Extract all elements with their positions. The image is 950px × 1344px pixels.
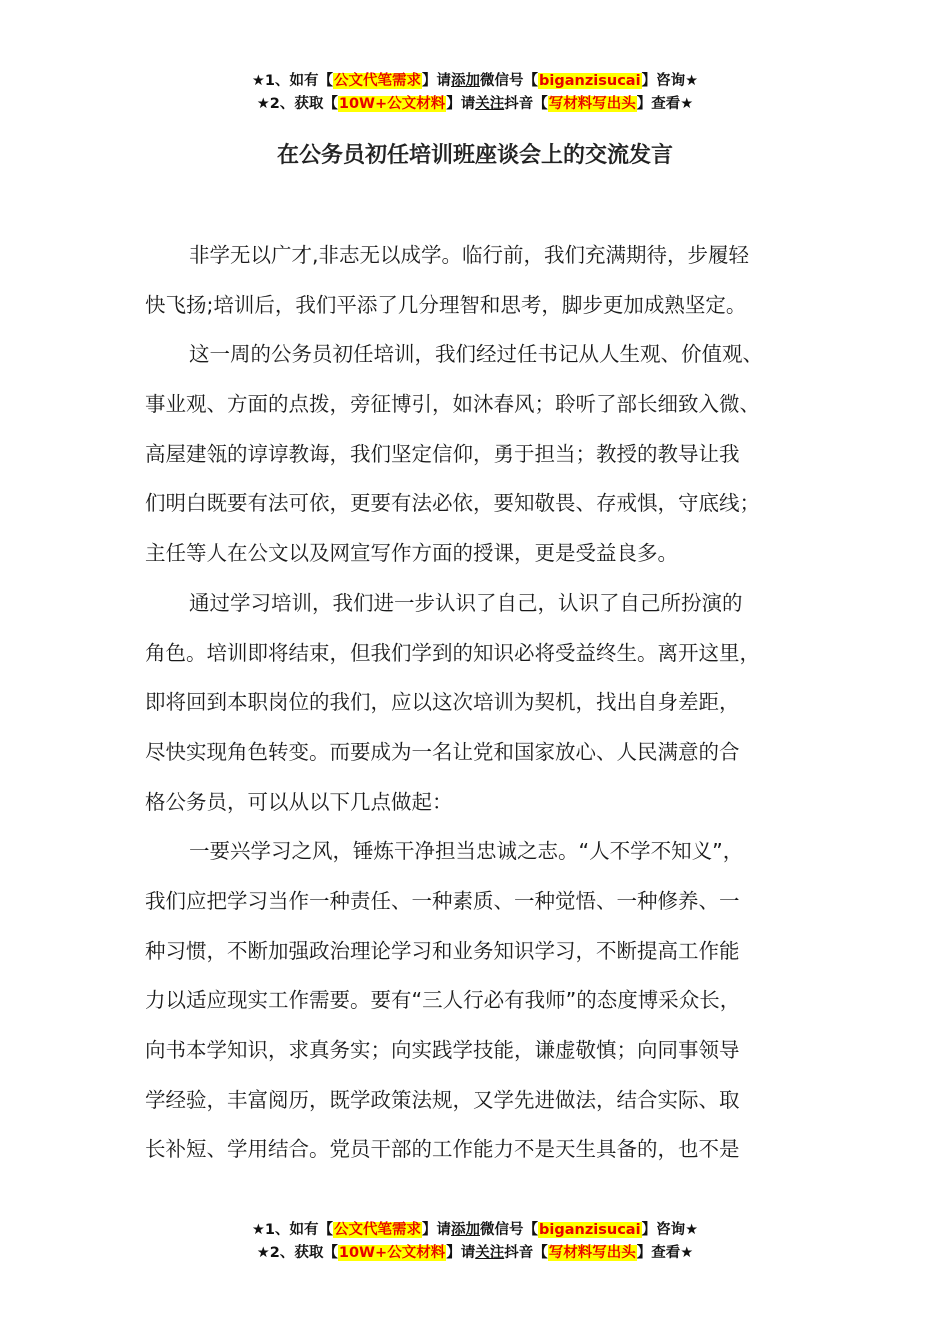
header-banner — [0, 70, 950, 116]
banner-text: ★2、获取【 — [256, 96, 338, 112]
banner-line-2 — [0, 1242, 950, 1265]
text-line: 非学无以广才,非志无以成学。临行前，我们充满期待，步履轻 — [189, 243, 750, 267]
banner-highlight: 写材料写出头 — [548, 96, 636, 112]
text-line: 力以适应现实工作需要。要有“三人行必有我师”的态度博采众长， — [145, 988, 741, 1013]
text-line: 们明白既要有法可依，更要有法必依，要知敬畏、存戒惧，守底线； — [145, 491, 760, 516]
banner-text: 微信号【 — [480, 1222, 539, 1238]
banner-highlight: biganzisucai — [539, 1222, 641, 1238]
text-line: 事业观、方面的点拨，旁征博引，如沐春风；聆听了部长细致入微、 — [145, 392, 760, 417]
text-line: 长补短、学用结合。党员干部的工作能力不是天生具备的，也不是 — [145, 1137, 740, 1162]
text-line: 通过学习培训，我们进一步认识了自己，认识了自己所扮演的 — [189, 590, 743, 615]
banner-text: 】请 — [422, 73, 452, 89]
text-line: 这一周的公务员初任培训，我们经过任书记从人生观、价值观、 — [189, 342, 763, 367]
banner-text: 】咨询★ — [641, 73, 699, 89]
banner-highlight: 公文代笔需求 — [334, 1222, 422, 1238]
text-line: 高屋建瓴的谆谆教诲，我们坚定信仰，勇于担当；教授的教导让我 — [145, 441, 740, 466]
banner-underlined: 关注 — [475, 1245, 505, 1261]
banner-text: 】请 — [422, 1222, 452, 1238]
banner-line-1 — [0, 1219, 950, 1242]
text-line: 向书本学知识，求真务实；向实践学技能，谦虚敬慎；向同事领导 — [145, 1038, 740, 1062]
banner-highlight: 写材料写出头 — [548, 1245, 636, 1261]
text-line: 主任等人在公文以及网宣写作方面的授课，更是受益良多。 — [145, 541, 678, 566]
banner-highlight: 10W+公文材料 — [338, 1245, 446, 1261]
banner-text: 】请 — [446, 96, 476, 112]
text-line: 格公务员，可以从以下几点做起： — [145, 789, 453, 814]
text-line: 学经验，丰富阅历，既学政策法规，又学先进做法，结合实际、取 — [145, 1087, 740, 1112]
document-title: 在公务员初任培训班座谈会上的交流发言 — [276, 143, 673, 168]
text-line: 我们应把学习当作一种责任、一种素质、一种觉悟、一种修养、一 — [145, 888, 740, 913]
banner-highlight: 10W+公文材料 — [338, 96, 446, 112]
text-line: 一要兴学习之风，锤炼干净担当忠诚之志。“人不学不知义”， — [189, 839, 744, 864]
text-line: 种习惯，不断加强政治理论学习和业务知识学习，不断提高工作能 — [145, 938, 740, 963]
banner-text: 】咨询★ — [641, 1222, 699, 1238]
banner-text: 抖音【 — [504, 1245, 548, 1261]
text-line: 快飞扬;培训后，我们平添了几分理智和思考，脚步更加成熟坚定。 — [145, 292, 747, 317]
banner-text: ★1、如有【 — [251, 1222, 334, 1238]
text-line: 尽快实现角色转变。而要成为一名让党和国家放心、人民满意的合 — [145, 739, 740, 764]
banner-text: 】查看★ — [636, 96, 694, 112]
banner-text: 】查看★ — [636, 1245, 694, 1261]
footer-banner — [0, 1219, 950, 1265]
document-body — [145, 231, 810, 1175]
banner-highlight: biganzisucai — [539, 73, 641, 89]
banner-underlined: 添加 — [451, 1222, 481, 1238]
text-line: 角色。培训即将结束，但我们学到的知识必将受益终生。离开这里， — [145, 640, 760, 665]
banner-line-1 — [0, 70, 950, 93]
banner-text: ★1、如有【 — [251, 73, 334, 89]
banner-text: 微信号【 — [480, 73, 539, 89]
banner-text: ★2、获取【 — [256, 1245, 338, 1261]
banner-underlined: 添加 — [451, 73, 481, 89]
banner-underlined: 关注 — [475, 96, 505, 112]
banner-text: 】请 — [446, 1245, 476, 1261]
banner-highlight: 公文代笔需求 — [334, 73, 422, 89]
banner-line-2 — [0, 93, 950, 116]
text-line: 即将回到本职岗位的我们，应以这次培训为契机，找出自身差距， — [145, 690, 740, 715]
banner-text: 抖音【 — [504, 96, 548, 112]
